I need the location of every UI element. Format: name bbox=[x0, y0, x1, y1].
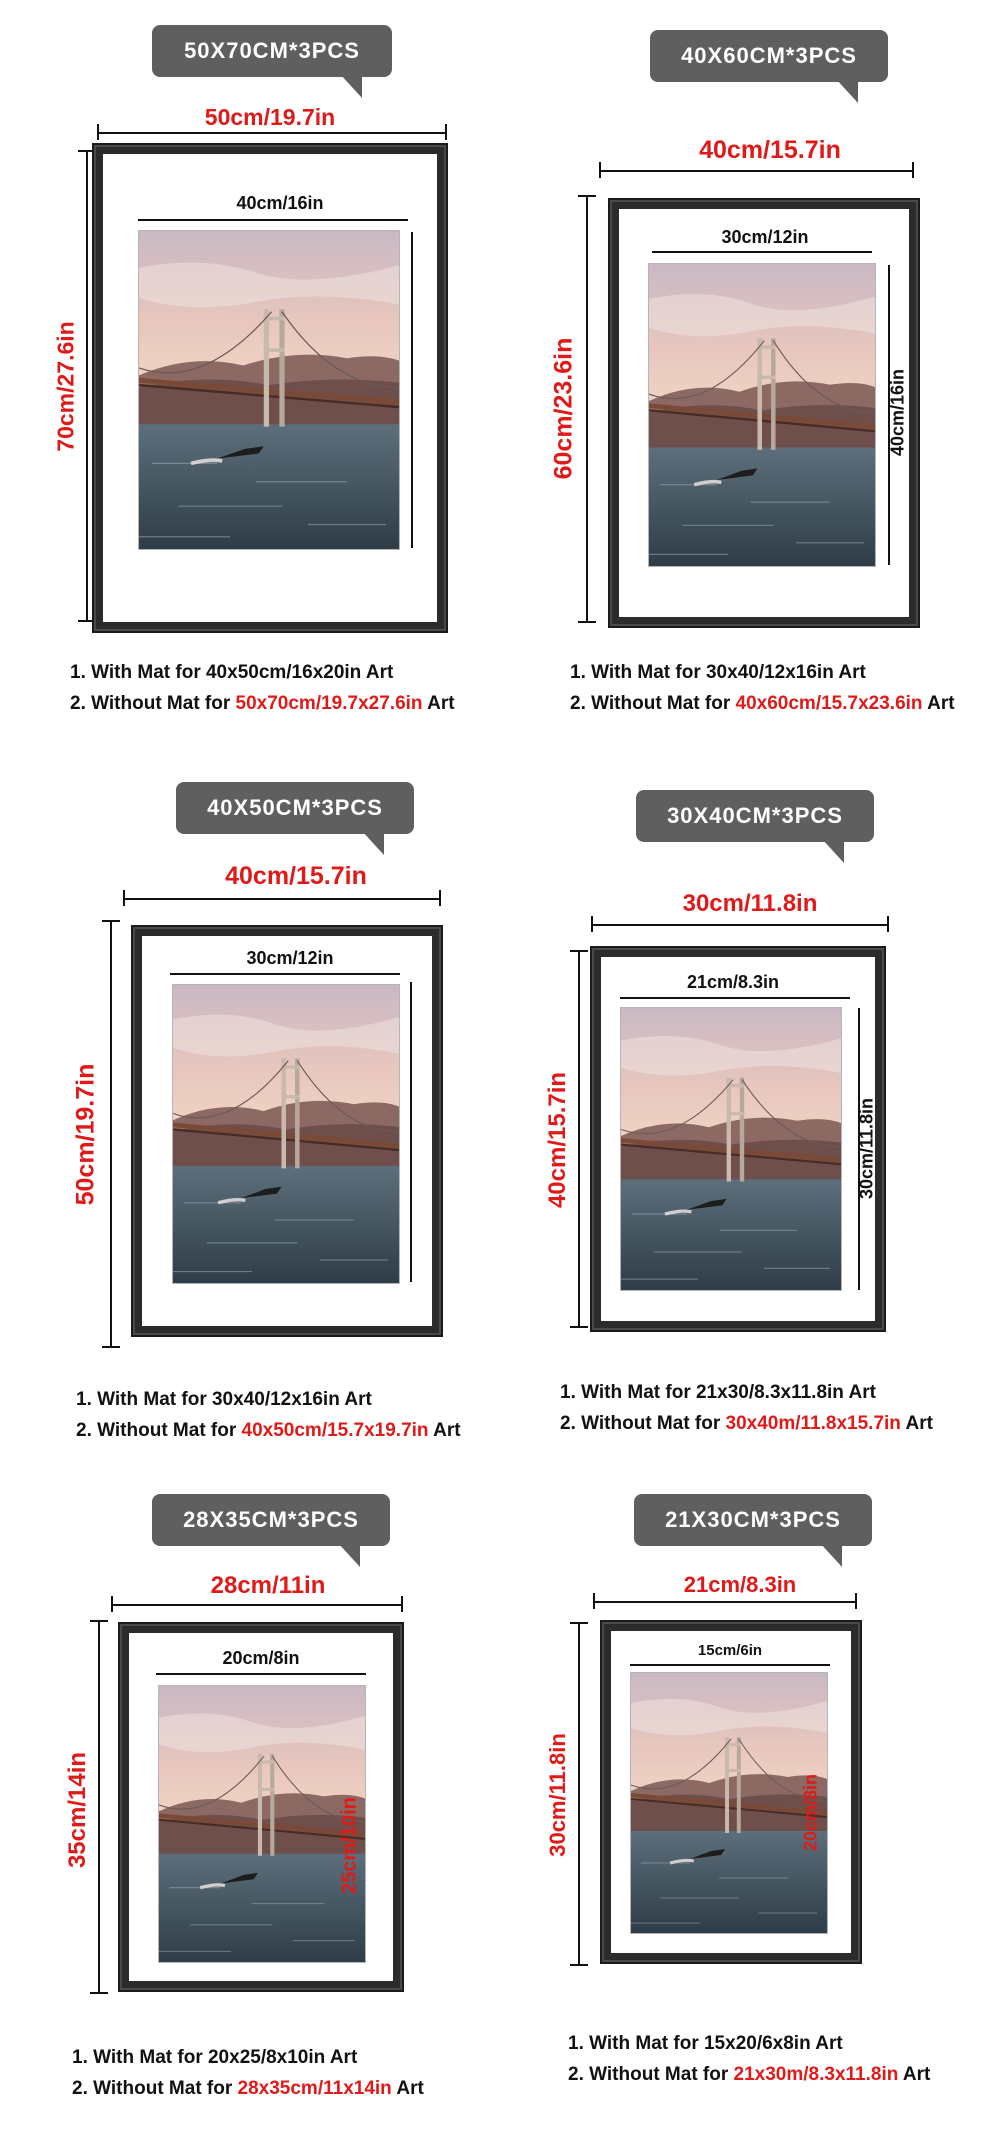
badge-tail bbox=[338, 1543, 360, 1567]
mat-width-label: 40cm/16in bbox=[236, 193, 324, 213]
artwork-photo bbox=[620, 1007, 842, 1291]
outer-width-label: 50cm/19.7in bbox=[204, 104, 336, 130]
note-with-mat: 1. With Mat for 30x40/12x16in Art bbox=[76, 1389, 372, 1410]
outer-width-label: 40cm/15.7in bbox=[225, 862, 367, 890]
bridge-scene-image bbox=[159, 1686, 365, 1962]
artwork-photo bbox=[138, 230, 400, 550]
note-without-mat: 2. Without Mat for 50x70cm/19.7x27.6in Art bbox=[70, 693, 455, 714]
note-with-mat: 1. With Mat for 15x20/6x8in Art bbox=[568, 2033, 843, 2054]
size-notes-40x60 bbox=[570, 657, 955, 719]
mat-width-line bbox=[652, 251, 872, 253]
note-with-mat: 1. With Mat for 40x50cm/16x20in Art bbox=[70, 662, 394, 683]
note-without-mat: 2. Without Mat for 40x50cm/15.7x19.7in Art bbox=[76, 1420, 461, 1441]
outer-height-line bbox=[578, 1622, 580, 1966]
mat-width-label: 30cm/12in bbox=[246, 948, 334, 968]
outer-width-line bbox=[594, 1601, 856, 1603]
product-card-40x50 bbox=[0, 760, 500, 1480]
mat-width-label: 15cm/6in bbox=[697, 1642, 763, 1659]
mat-width-line bbox=[138, 219, 408, 221]
note-without-mat: 2. Without Mat for 28x35cm/11x14in Art bbox=[72, 2078, 424, 2099]
artwork-photo bbox=[158, 1685, 366, 1963]
outer-width-line bbox=[600, 170, 913, 172]
outer-height-line bbox=[586, 195, 588, 623]
bridge-scene-image bbox=[631, 1673, 827, 1933]
mat-width-line bbox=[630, 1664, 830, 1666]
outer-width-label: 30cm/11.8in bbox=[682, 890, 818, 917]
size-badge: 40X60CM*3PCS bbox=[650, 30, 888, 82]
mat-width-line bbox=[170, 973, 400, 975]
outer-width-label: 28cm/11in bbox=[210, 1572, 326, 1599]
badge-tail bbox=[836, 79, 858, 103]
mat-width-line bbox=[156, 1673, 366, 1675]
product-card-40x60 bbox=[500, 0, 1000, 720]
note-without-mat: 2. Without Mat for 30x40m/11.8x15.7in Art bbox=[560, 1413, 933, 1434]
outer-height-label: 70cm/27.6in bbox=[52, 321, 79, 452]
outer-height-line bbox=[86, 150, 88, 622]
outer-height-label: 60cm/23.6in bbox=[549, 337, 578, 480]
note-without-mat: 2. Without Mat for 40x60cm/15.7x23.6in Art bbox=[570, 693, 955, 714]
outer-width-label: 40cm/15.7in bbox=[699, 136, 841, 164]
mat-height-line bbox=[410, 982, 412, 1282]
badge-tail bbox=[340, 74, 362, 98]
badge-tail bbox=[820, 1543, 842, 1567]
mat-height-label: 30cm/11.8in bbox=[856, 1097, 877, 1200]
note-with-mat: 1. With Mat for 21x30/8.3x11.8in Art bbox=[560, 1382, 876, 1403]
note-with-mat: 1. With Mat for 20x25/8x10in Art bbox=[72, 2047, 358, 2068]
size-badge: 21X30CM*3PCS bbox=[634, 1494, 872, 1546]
bridge-scene-image bbox=[173, 985, 399, 1283]
size-badge: 30X40CM*3PCS bbox=[636, 790, 874, 842]
mat-width-line bbox=[620, 997, 850, 999]
badge-tail bbox=[822, 839, 844, 863]
badge-tail bbox=[362, 831, 384, 855]
product-card-28x35 bbox=[0, 1480, 500, 2138]
size-notes-30x40 bbox=[560, 1377, 933, 1439]
outer-height-line bbox=[578, 950, 580, 1328]
artwork-photo bbox=[648, 263, 876, 567]
bridge-scene-image bbox=[621, 1008, 841, 1290]
outer-height-label: 35cm/14in bbox=[64, 1751, 91, 1869]
mat-height-label: 25cm/10in bbox=[338, 1797, 361, 1894]
outer-height-label: 50cm/19.7in bbox=[71, 1063, 100, 1206]
size-badge: 28X35CM*3PCS bbox=[152, 1494, 390, 1546]
mat-width-label: 20cm/8in bbox=[222, 1648, 300, 1668]
outer-height-line bbox=[110, 920, 112, 1348]
mat-width-label: 21cm/8.3in bbox=[686, 972, 780, 992]
size-badge: 40X50CM*3PCS bbox=[176, 782, 414, 834]
product-card-30x40 bbox=[500, 760, 1000, 1480]
size-notes-40x50 bbox=[76, 1384, 461, 1446]
size-badge: 50X70CM*3PCS bbox=[152, 25, 392, 77]
product-card-50x70 bbox=[0, 0, 500, 720]
mat-height-line bbox=[411, 232, 413, 548]
outer-width-label: 21cm/8.3in bbox=[683, 1572, 797, 1597]
outer-width-line bbox=[124, 898, 440, 900]
outer-height-label: 40cm/15.7in bbox=[544, 1071, 571, 1209]
size-notes-50x70 bbox=[70, 657, 455, 719]
mat-height-label: 40cm/16in bbox=[887, 368, 908, 457]
outer-height-line bbox=[98, 1620, 100, 1994]
note-without-mat: 2. Without Mat for 21x30m/8.3x11.8in Art bbox=[568, 2064, 931, 2085]
bridge-scene-image bbox=[139, 231, 399, 549]
outer-height-label: 30cm/11.8in bbox=[545, 1733, 570, 1857]
mat-width-label: 30cm/12in bbox=[721, 227, 809, 247]
outer-width-line bbox=[98, 132, 446, 134]
mat-height-label: 20cm/8in bbox=[800, 1773, 821, 1852]
artwork-photo bbox=[630, 1672, 828, 1934]
size-notes-21x30 bbox=[568, 2028, 930, 2090]
outer-width-line bbox=[112, 1604, 402, 1606]
outer-width-line bbox=[592, 924, 888, 926]
bridge-scene-image bbox=[649, 264, 875, 566]
size-notes-28x35 bbox=[72, 2042, 424, 2104]
artwork-photo bbox=[172, 984, 400, 1284]
note-with-mat: 1. With Mat for 30x40/12x16in Art bbox=[570, 662, 866, 683]
